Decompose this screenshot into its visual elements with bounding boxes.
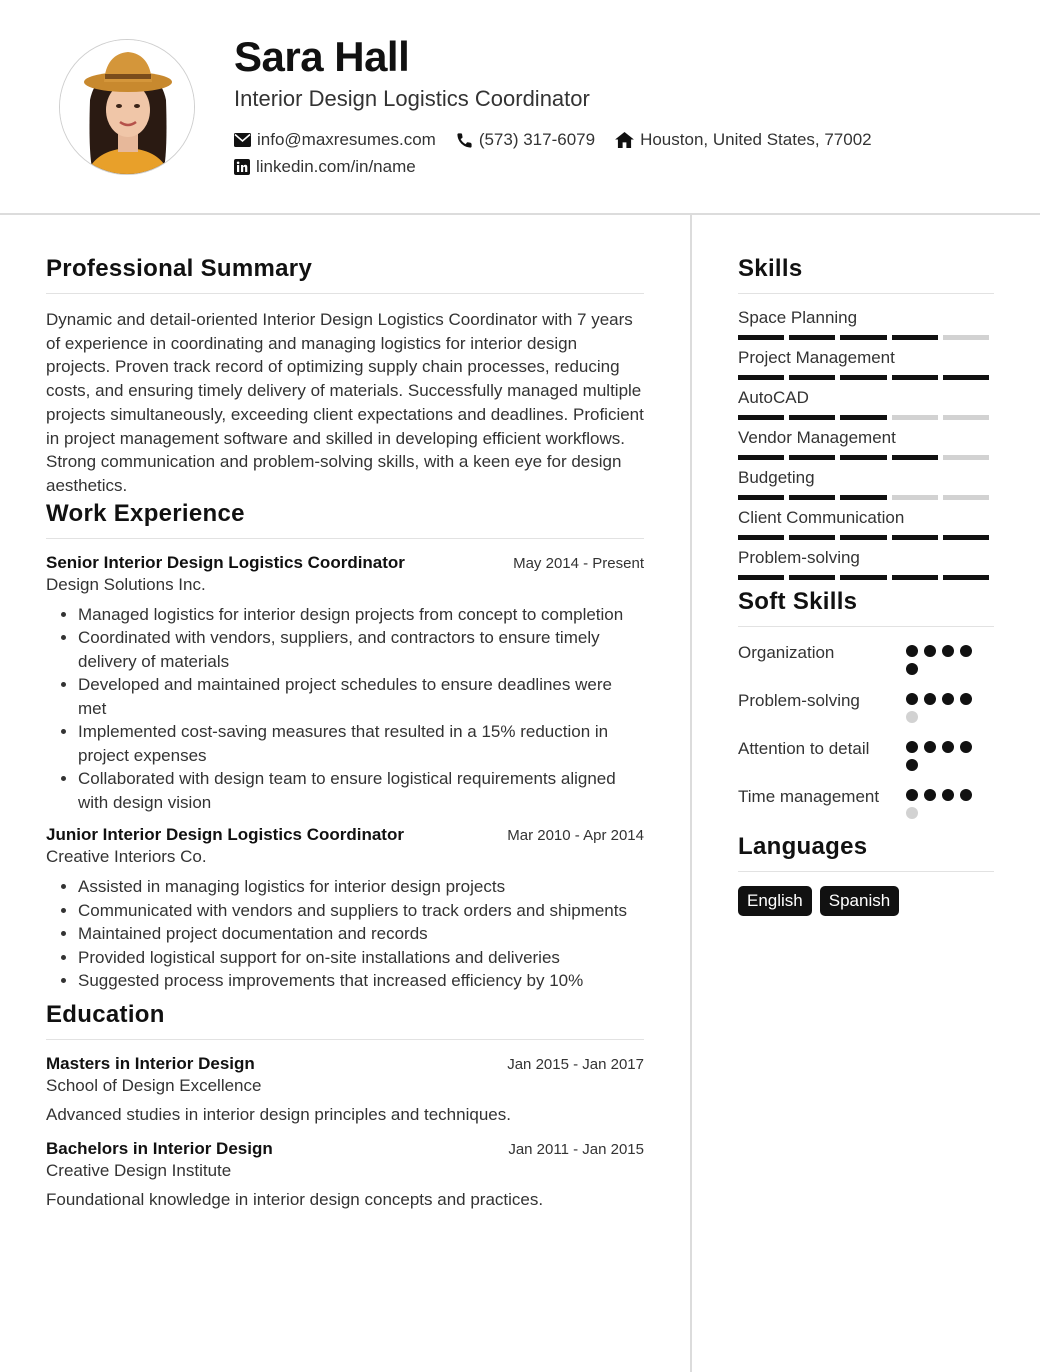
skill-level-segment — [943, 415, 989, 420]
skill-level-segment — [943, 535, 989, 540]
education-date: Jan 2011 - Jan 2015 — [508, 1140, 644, 1158]
job-entry — [46, 825, 644, 993]
education-description: Foundational knowledge in interior design concepts and practices. — [46, 1189, 544, 1209]
soft-skill-item — [738, 785, 994, 825]
soft-skill-rating — [906, 689, 994, 729]
skills-heading: Skills — [738, 255, 994, 294]
soft-skills-list — [738, 641, 994, 825]
education-date: Jan 2015 - Jan 2017 — [507, 1055, 644, 1073]
main-column — [46, 255, 644, 1224]
skill-level-bar — [738, 575, 994, 580]
soft-skill-rating — [906, 737, 994, 777]
rating-dot — [924, 693, 936, 705]
skills-section — [738, 255, 994, 580]
contact-phone[interactable] — [456, 130, 595, 150]
job-bullet: • Assisted in managing logistics for interior design projects — [78, 875, 644, 899]
job-company: Design Solutions Inc. — [46, 574, 206, 594]
skill-level-segment — [840, 455, 886, 460]
phone-text: (573) 317-6079 — [478, 130, 596, 149]
rating-dot — [960, 741, 972, 753]
job-bullet: • Provided logistical support for on-site installations and deliveries — [78, 946, 644, 970]
degree-title: Bachelors in Interior Design — [46, 1138, 273, 1158]
soft-skill-name: Organization — [738, 643, 835, 662]
rating-dot — [942, 693, 954, 705]
skill-level-bar — [738, 535, 994, 540]
phone-icon — [456, 132, 473, 149]
contact-linkedin[interactable] — [234, 157, 416, 177]
rating-dot — [906, 693, 918, 705]
rating-dot — [960, 789, 972, 801]
rating-dot — [960, 645, 972, 657]
education-heading: Education — [46, 1001, 644, 1040]
education-description: Advanced studies in interior design principles and techniques. — [46, 1104, 511, 1124]
contact-email[interactable] — [234, 130, 436, 150]
skill-level-segment — [943, 455, 989, 460]
rating-dot — [906, 807, 918, 819]
soft-skill-item — [738, 689, 994, 729]
skill-level-segment — [840, 575, 886, 580]
skill-item — [738, 548, 994, 580]
job-bullet: • Implemented cost-saving measures that resulted in a 15% reduction in project expenses — [78, 720, 644, 767]
soft-skill-rating — [906, 641, 994, 681]
skill-level-segment — [738, 415, 784, 420]
skill-level-bar — [738, 415, 994, 420]
skill-level-segment — [943, 335, 989, 340]
soft-skill-name: Problem-solving — [738, 691, 860, 710]
job-date: Mar 2010 - Apr 2014 — [507, 827, 644, 845]
rating-dot — [906, 741, 918, 753]
rating-dot — [924, 789, 936, 801]
skill-level-segment — [892, 535, 938, 540]
skill-level-segment — [789, 495, 835, 500]
column-divider — [690, 215, 692, 1372]
skill-item — [738, 428, 994, 460]
linkedin-icon — [234, 159, 250, 175]
summary-heading: Professional Summary — [46, 255, 644, 294]
soft-skills-section — [738, 588, 994, 825]
job-bullet: • Coordinated with vendors, suppliers, and contractors to ensure timely delivery of materials — [78, 626, 644, 673]
skill-level-segment — [892, 375, 938, 380]
rating-dot — [924, 741, 936, 753]
summary-section — [46, 255, 644, 498]
skill-level-segment — [789, 455, 835, 460]
skill-level-segment — [943, 375, 989, 380]
skill-name: Budgeting — [738, 468, 815, 487]
skill-item — [738, 388, 994, 420]
job-bullet: • Communicated with vendors and suppliers to track orders and shipments — [78, 899, 644, 923]
contact-row-secondary — [234, 157, 436, 177]
job-bullet: • Developed and maintained project schedules to ensure deadlines were met — [78, 673, 644, 720]
skill-level-segment — [840, 415, 886, 420]
job-entry — [46, 553, 644, 815]
soft-skill-name: Time management — [738, 787, 880, 806]
skill-level-segment — [943, 495, 989, 500]
job-company: Creative Interiors Co. — [46, 847, 207, 867]
contact-row-primary — [234, 130, 892, 150]
avatar-photo-icon — [60, 40, 195, 175]
education-entry — [46, 1139, 644, 1210]
skill-level-segment — [943, 575, 989, 580]
job-bullet: • Maintained project documentation and records — [78, 922, 644, 946]
rating-dot — [924, 645, 936, 657]
skill-item — [738, 348, 994, 380]
soft-skill-name: Attention to detail — [738, 739, 870, 758]
job-title: Senior Interior Design Logistics Coordinator — [46, 552, 405, 572]
email-text: info@maxresumes.com — [257, 130, 436, 149]
skill-level-segment — [789, 375, 835, 380]
skill-level-segment — [840, 535, 886, 540]
skill-level-segment — [892, 415, 938, 420]
location-text: Houston, United States, 77002 — [640, 130, 872, 149]
rating-dot — [906, 711, 918, 723]
languages-section — [738, 833, 994, 916]
contact-location — [615, 130, 872, 150]
skill-level-segment — [840, 375, 886, 380]
skill-item — [738, 468, 994, 500]
candidate-name: Sara Hall — [234, 33, 410, 80]
skill-name: Client Communication — [738, 508, 905, 527]
home-icon — [615, 132, 634, 148]
skill-level-segment — [738, 495, 784, 500]
rating-dot — [942, 645, 954, 657]
soft-skill-item — [738, 641, 994, 681]
languages-heading: Languages — [738, 833, 994, 872]
skill-level-segment — [840, 335, 886, 340]
skill-level-segment — [738, 575, 784, 580]
school-name: School of Design Excellence — [46, 1075, 262, 1095]
rating-dot — [906, 789, 918, 801]
skills-list — [738, 308, 994, 580]
rating-dot — [942, 741, 954, 753]
skill-name: Project Management — [738, 348, 895, 367]
skill-level-bar — [738, 335, 994, 340]
skill-level-segment — [892, 335, 938, 340]
job-bullets — [46, 603, 644, 815]
skill-name: AutoCAD — [738, 388, 809, 407]
job-bullet: • Collaborated with design team to ensure logistical requirements aligned with design vision — [78, 767, 644, 814]
education-section — [46, 1001, 644, 1210]
skill-level-segment — [789, 535, 835, 540]
skill-level-bar — [738, 455, 994, 460]
languages-list — [738, 886, 994, 916]
skill-name: Problem-solving — [738, 548, 860, 567]
rating-dot — [906, 759, 918, 771]
resume-header — [0, 0, 1040, 215]
skill-name: Space Planning — [738, 308, 858, 327]
job-bullet: • Managed logistics for interior design projects from concept to completion — [78, 603, 644, 627]
skill-item — [738, 508, 994, 540]
degree-title: Masters in Interior Design — [46, 1053, 255, 1073]
summary-text: Dynamic and detail-oriented Interior Design Logistics Coordinator with 7 years of experience in coordinating and managing logistics for interior design projects. Proven track record of optimizing supply chain processes, reducing costs, and ensuring timely delivery of materials. Successfully managed multiple projects simultaneously, exceeding client expectations and deadlines. Proficient in project management software and skilled in developing efficient workflows. Strong communication and problem-solving skills, with a keen eye for design aesthetics. — [46, 310, 644, 495]
skill-level-segment — [738, 375, 784, 380]
rating-dot — [960, 693, 972, 705]
soft-skills-heading: Soft Skills — [738, 588, 994, 627]
skill-name: Vendor Management — [738, 428, 896, 447]
avatar — [59, 39, 195, 175]
envelope-icon — [234, 133, 251, 147]
job-bullets — [46, 875, 644, 993]
skill-level-segment — [840, 495, 886, 500]
skill-level-segment — [892, 455, 938, 460]
skill-level-segment — [789, 415, 835, 420]
rating-dot — [906, 663, 918, 675]
linkedin-text: linkedin.com/in/name — [256, 157, 416, 176]
education-entry — [46, 1054, 644, 1125]
skill-level-segment — [892, 495, 938, 500]
skill-level-segment — [738, 535, 784, 540]
candidate-title: Interior Design Logistics Coordinator — [234, 86, 590, 111]
job-title: Junior Interior Design Logistics Coordinator — [46, 825, 404, 845]
language-tag: English — [738, 886, 812, 916]
language-tag: Spanish — [820, 886, 899, 916]
rating-dot — [942, 789, 954, 801]
sidebar-column — [738, 255, 994, 916]
rating-dot — [906, 645, 918, 657]
skill-level-bar — [738, 375, 994, 380]
job-bullet: • Suggested process improvements that increased efficiency by 10% — [78, 969, 644, 993]
skill-item — [738, 308, 994, 340]
skill-level-segment — [789, 575, 835, 580]
skill-level-segment — [738, 335, 784, 340]
experience-section — [46, 500, 644, 993]
skill-level-bar — [738, 495, 994, 500]
job-date: May 2014 - Present — [513, 554, 644, 572]
skill-level-segment — [738, 455, 784, 460]
skill-level-segment — [789, 335, 835, 340]
experience-heading: Work Experience — [46, 500, 644, 539]
skill-level-segment — [892, 575, 938, 580]
soft-skill-rating — [906, 785, 994, 825]
school-name: Creative Design Institute — [46, 1160, 232, 1180]
soft-skill-item — [738, 737, 994, 777]
